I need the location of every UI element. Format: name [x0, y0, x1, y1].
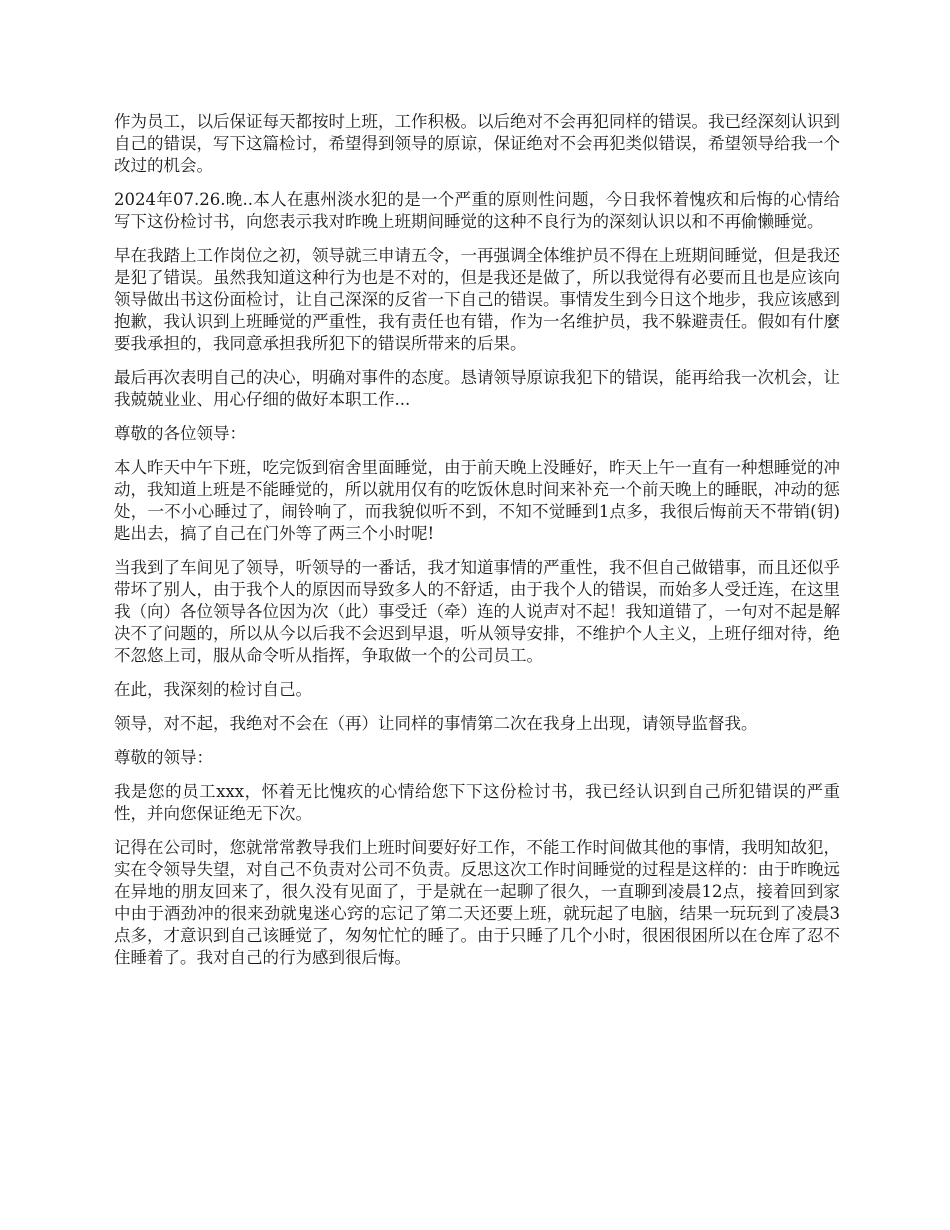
salutation-2: 尊敬的领导： [114, 748, 213, 767]
paragraph-1: 作为员工，以后保证每天都按时上班，工作积极。以后绝对不会再犯同样的错误。我已经深刻认识到自己的错误，写下这篇检讨，希望得到领导的原谅，保证绝对不会再犯类似错误，希望领导给我一个改过的机会。 [114, 112, 840, 175]
paragraph-10: 记得在公司时，您就常常教导我们上班时间要好好工作，不能工作时间做其他的事情，我明知故犯，实在令领导失望，对自己不负责对公司不负责。反思这次工作时间睡觉的过程是这样的：由于昨晚远在异地的朋友回来了，很久没有见面了，于是就在一起聊了很久，一直聊到凌晨12点，接着回到家中由于酒劲冲的很来劲就鬼迷心窍的忘记了第二天还要上班，就玩起了电脑，结果一玩玩到了凌晨3点多，才意识到自己该睡觉了，匆匆忙忙的睡了。由于只睡了几个小时，很困很困所以在仓库了忍不住睡着了。我对自己的行为感到很后悔。 [114, 838, 840, 967]
paragraph-8: 领导，对不起，我绝对不会在（再）让同样的事情第二次在我身上出现，请领导监督我。 [114, 714, 758, 733]
paragraph-6: 当我到了车间见了领导，听领导的一番话，我才知道事情的严重性，我不但自己做错事，而且还似乎带坏了别人，由于我个人的原因而导致多人的不舒适，由于我个人的错误，而始多人受迁连，在这里我（向）各位领导各位因为次（此）事受迁（牵）连的人说声对不起！我知道错了，一句对不起是解决不了问题的，所以从今以后我不会迟到早退，听从领导安排，不维护个人主义，上班仔细对待，绝不忽悠上司，服从命令听从指挥，争取做一个的公司员工。 [114, 558, 840, 665]
salutation-1: 尊敬的各位领导： [114, 424, 246, 443]
paragraph-9: 我是您的员工xxx，怀着无比愧疚的心情给您下下这份检讨书，我已经认识到自己所犯错误的严重性，并向您保证绝无下次。 [114, 782, 840, 823]
paragraph-3: 早在我踏上工作岗位之初，领导就三申请五令，一再强调全体维护员不得在上班期间睡觉，但是我还是犯了错误。虽然我知道这种行为也是不对的，但是我还是做了，所以我觉得有必要而且也是应该向领导做出书这份面检讨，让自己深深的反省一下自己的错误。事情发生到今日这个地步，我应该感到抱歉，我认识到上班睡觉的严重性，我有责任也有错，作为一名维护员，我不躲避责任。假如有什麼要我承担的，我同意承担我所犯下的错误所带来的后果。 [114, 246, 840, 353]
document-body [114, 111, 840, 981]
paragraph-2: 2024年07.26.晚..本人在惠州淡水犯的是一个严重的原则性问题，今日我怀着愧疚和后悔的心情给写下这份检讨书，向您表示我对昨晚上班期间睡觉的这种不良行为的深刻认识以和不再偷懒睡觉。 [114, 190, 840, 231]
paragraph-5: 本人昨天中午下班，吃完饭到宿舍里面睡觉，由于前天晚上没睡好，昨天上午一直有一种想睡觉的冲动，我知道上班是不能睡觉的，所以就用仅有的吃饭休息时间来补充一个前天晚上的睡眠，冲动的惩处，一不小心睡过了，闹铃响了，而我貌似听不到，不知不觉睡到1点多，我很后悔前天不带销(钥)匙出去，搞了自己在门外等了两三个小时呢! [114, 458, 840, 543]
paragraph-4: 最后再次表明自己的决心，明确对事件的态度。恳请领导原谅我犯下的错误，能再给我一次机会，让我兢兢业业、用心仔细的做好本职工作... [114, 368, 840, 409]
paragraph-7: 在此，我深刻的检讨自己。 [114, 680, 312, 699]
